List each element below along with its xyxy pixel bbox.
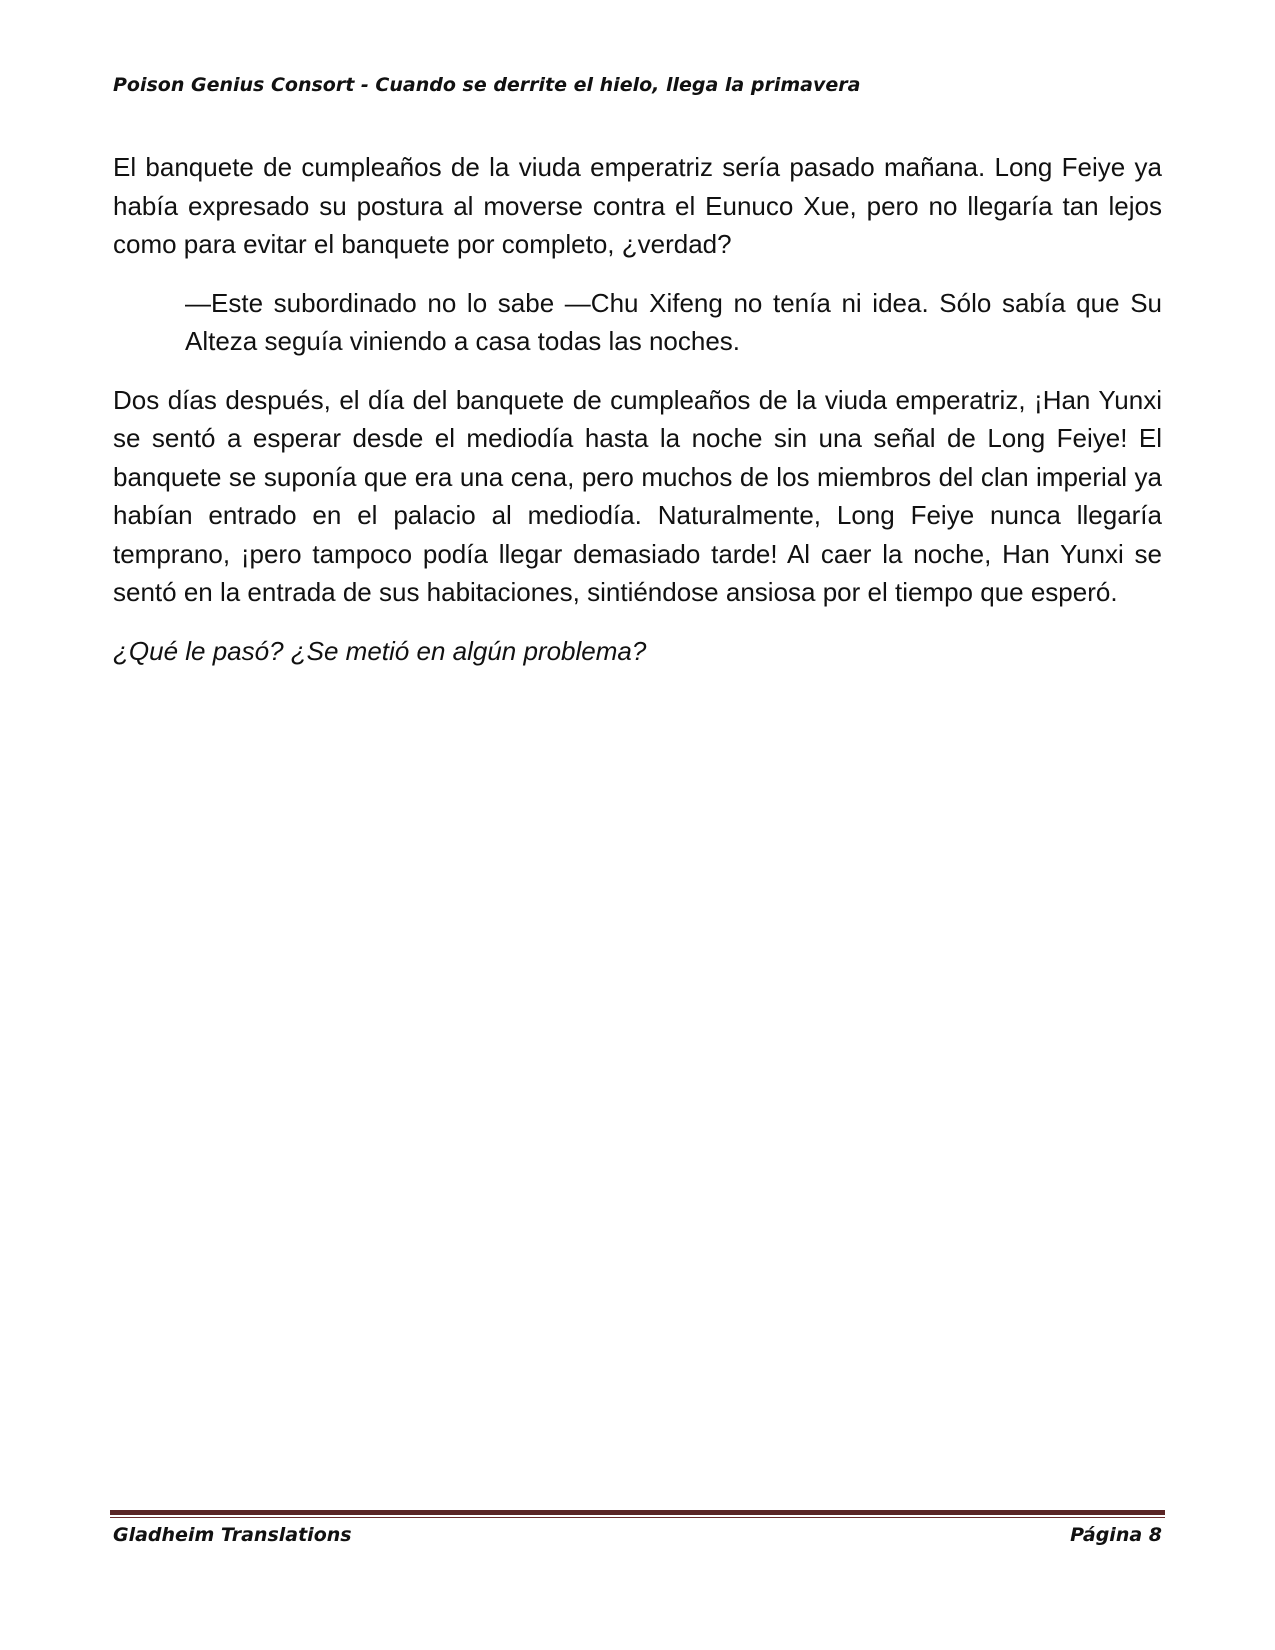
page-number: Página 8 [1070, 1524, 1162, 1546]
paragraph-3: Dos días después, el día del banquete de cumpleaños de la viuda emperatriz, ¡Han Yunxi se sentó a esperar desde el mediodía hasta la noche sin una señal de Long Feiye! El banquete se suponía que era una cena, pero muchos de los miembros del clan imperial ya habían entrado en el palacio al mediodía. Naturalmente, Long Feiye nunca llegaría temprano, ¡pero tampoco podía llegar demasiado tarde! Al caer la noche, Han Yunxi se sentó en la entrada de sus habitaciones, sintiéndose ansiosa por el tiempo que esperó. [113, 384, 1162, 607]
page-body [113, 148, 1162, 690]
paragraph-dialogue: —Este subordinado no lo sabe —Chu Xifeng no tenía ni idea. Sólo sabía que Su Alteza seguía viniendo a casa todas las noches. [185, 287, 1162, 356]
paragraph-1: El banquete de cumpleaños de la viuda emperatriz sería pasado mañana. Long Feiye ya había expresado su postura al moverse contra el Eunuco Xue, pero no llegaría tan lejos como para evitar el banquete por completo, ¿verdad? [113, 152, 1162, 259]
footer-translator: Gladheim Translations [113, 1524, 352, 1546]
footer-divider [110, 1510, 1165, 1515]
paragraph-thought: ¿Qué le pasó? ¿Se metió en algún problema? [113, 635, 647, 666]
footer-divider-thin [110, 1517, 1165, 1518]
running-header: Poison Genius Consort - Cuando se derrite el hielo, llega la primavera [113, 74, 861, 96]
